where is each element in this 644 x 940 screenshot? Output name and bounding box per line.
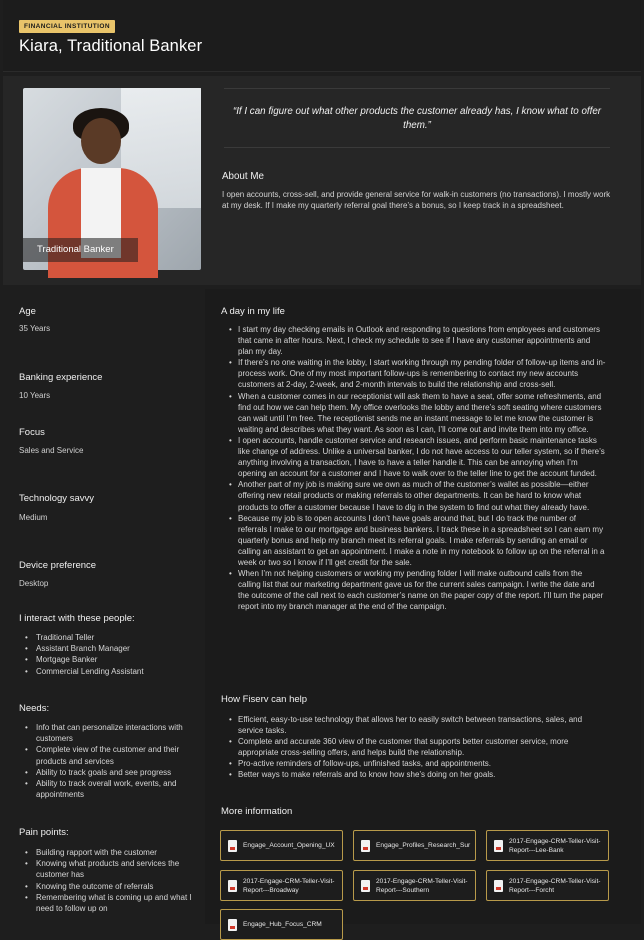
list-item: • Building rapport with the customer <box>19 847 203 858</box>
pdf-file-icon <box>228 919 237 931</box>
list-item: • Another part of my job is making sure we own as much of the customer’s wallet as possible—either offering new retail products or making referrals to other departments. It can be hard to know what products to offer a customer because I have to dig in the system to find out what they already have. <box>221 479 606 512</box>
photo-caption: Traditional Banker <box>23 238 138 262</box>
file-name: 2017-Engage-CRM-Teller-Visit-Report---Broadway <box>243 877 335 894</box>
list-item: • If there’s no one waiting in the lobby, I start working through my pending folder of follow-up items and in-process work. One of my most important follow-ups is remembering to contact my new accounts customers at 2-day, 2-week, and 2-month intervals to build the relationship and cross-sell. <box>221 357 606 390</box>
needs-list <box>19 722 203 800</box>
persona-facts-column <box>3 289 205 924</box>
list-item: • Remembering what is coming up and what I need to follow up on <box>19 892 203 914</box>
persona-details-column <box>205 289 641 928</box>
fiserv-list <box>221 714 606 781</box>
day-in-life-heading: A day in my life <box>221 306 285 317</box>
fact-value-banking-experience: 10 Years <box>19 391 51 400</box>
list-item: • When I’m not helping customers or working my pending folder I will make outbound calls from the calling list that our marketing department gave us for the current sales campaign. I write the date and the outcome of the call next to each customer’s name on the paper copy of the report. I’ll turn the paper report into my branch manager at the end of the campaign. <box>221 568 606 612</box>
pdf-file-icon <box>228 840 237 852</box>
list-item: • Pro-active reminders of follow-ups, unfinished tasks, and appointments. <box>221 758 606 769</box>
needs-heading: Needs: <box>19 703 50 714</box>
list-item: • Efficient, easy-to-use technology that allows her to easily switch between transactions, sales, and service tasks. <box>221 714 606 736</box>
fact-label-banking-experience: Banking experience <box>19 372 103 383</box>
file-name: Engage_Account_Opening_UX <box>243 842 335 849</box>
pdf-file-icon <box>361 880 370 892</box>
list-item: • Ability to track goals and see progress <box>19 767 203 778</box>
fact-value-focus: Sales and Service <box>19 446 84 455</box>
pain-points-list <box>19 847 203 914</box>
persona-photo <box>23 88 201 270</box>
quote-divider-bottom <box>224 147 610 148</box>
file-name: 2017-Engage-CRM-Teller-Visit-Report---Southern <box>376 877 468 894</box>
file-name: 2017-Engage-CRM-Teller-Visit-Report---Lee-Bank <box>509 837 601 854</box>
list-item: • Mortgage Banker <box>19 654 203 665</box>
list-item: • Assistant Branch Manager <box>19 643 203 654</box>
list-item: • Complete and accurate 360 view of the customer that supports better customer service, more appropriate cross-selling offers, and helps build the relationship. <box>221 736 606 758</box>
list-item: • Knowing the outcome of referrals <box>19 881 203 892</box>
list-item: • I open accounts, handle customer service and research issues, and perform basic maintenance tasks like change of address. Unlike a universal banker, I do not have access to our teller system, so if there’s anything involving a transaction, I have to have a teller handle it. This can be annoying when I’m opening an account for a customer and I have to walk over to the teller line to get the account funded. <box>221 435 606 479</box>
list-item: • Knowing what products and services the customer has <box>19 858 203 880</box>
list-item: • Ability to track overall work, events, and appointments <box>19 778 203 800</box>
list-item: • Commercial Lending Assistant <box>19 666 203 677</box>
file-name: Engage_Profiles_Research_Sur <box>376 842 471 849</box>
fact-value-age: 35 Years <box>19 324 51 333</box>
list-item: • Traditional Teller <box>19 632 203 643</box>
list-item: • When a customer comes in our receptionist will ask them to have a seat, offer some refreshments, and find out how we can help them. My office overlooks the lobby and there’s soft seating where customers can wait until I’m free. The receptionist sends me an instant message to let me know the customer is waiting and describes what they want. As soon as I can, I’ll come out and invite them into my office. <box>221 391 606 435</box>
list-item: • Better ways to make referrals and to know how she’s doing on her goals. <box>221 769 606 780</box>
list-item: • Because my job is to open accounts I don’t have goals around that, but I do track the number of referrals I make to our mortgage and business bankers. I track these in a spreadsheet so I can earn my quarterly bonus and help my branch meet its referral goals. I make referrals by sending an email or calling an assistant to get an appointment. I make a note in my notebook to follow up on the referral in a week or two so I know if I’ll get credit for the sale. <box>221 513 606 568</box>
pdf-file-icon <box>228 880 237 892</box>
file-link[interactable] <box>486 870 609 901</box>
pain-points-heading: Pain points: <box>19 827 69 838</box>
fact-label-device-preference: Device preference <box>19 560 97 571</box>
page-header <box>3 0 641 72</box>
file-link[interactable] <box>220 830 343 861</box>
more-info-heading: More information <box>221 806 293 817</box>
fact-label-technology-savvy: Technology savvy <box>19 493 94 504</box>
file-link[interactable] <box>220 870 343 901</box>
pdf-file-icon <box>361 840 370 852</box>
about-me-text: I open accounts, cross-sell, and provide general service for walk-in customers (no transactions). I mostly work at my desk. If I make my quarterly referral goal there’s a bonus, so I keep track in a spreadsheet. <box>222 190 611 211</box>
file-link[interactable] <box>353 830 476 861</box>
category-badge: FINANCIAL INSTITUTION <box>19 20 115 33</box>
list-item: • Complete view of the customer and their products and services <box>19 744 203 766</box>
persona-name: Kiara, Traditional Banker <box>19 37 203 55</box>
file-link[interactable] <box>220 909 343 940</box>
file-name: 2017-Engage-CRM-Teller-Visit-Report---Forcht <box>509 877 601 894</box>
file-link[interactable] <box>353 870 476 901</box>
fact-value-technology-savvy: Medium <box>19 513 48 522</box>
pdf-file-icon <box>494 880 503 892</box>
quote-divider-top <box>224 88 610 89</box>
interact-heading: I interact with these people: <box>19 613 135 624</box>
persona-quote: “If I can figure out what other products the customer already has, I know what to offer them.” <box>232 106 602 131</box>
fact-value-device-preference: Desktop <box>19 579 49 588</box>
hero-section <box>3 76 641 285</box>
pdf-file-icon <box>494 840 503 852</box>
file-link[interactable] <box>486 830 609 861</box>
about-me-heading: About Me <box>222 171 264 182</box>
list-item: • I start my day checking emails in Outlook and responding to questions from employees and customers that came in after hours. Next, I check my schedule to see if I have any customer appointments and plan my day. <box>221 324 606 357</box>
file-name: Engage_Hub_Focus_CRM <box>243 921 322 928</box>
interact-list <box>19 632 203 677</box>
fact-label-age: Age <box>19 306 36 317</box>
list-item: • Info that can personalize interactions with customers <box>19 722 203 744</box>
fact-label-focus: Focus <box>19 427 45 438</box>
fiserv-heading: How Fiserv can help <box>221 694 308 705</box>
day-in-life-list <box>221 324 606 612</box>
